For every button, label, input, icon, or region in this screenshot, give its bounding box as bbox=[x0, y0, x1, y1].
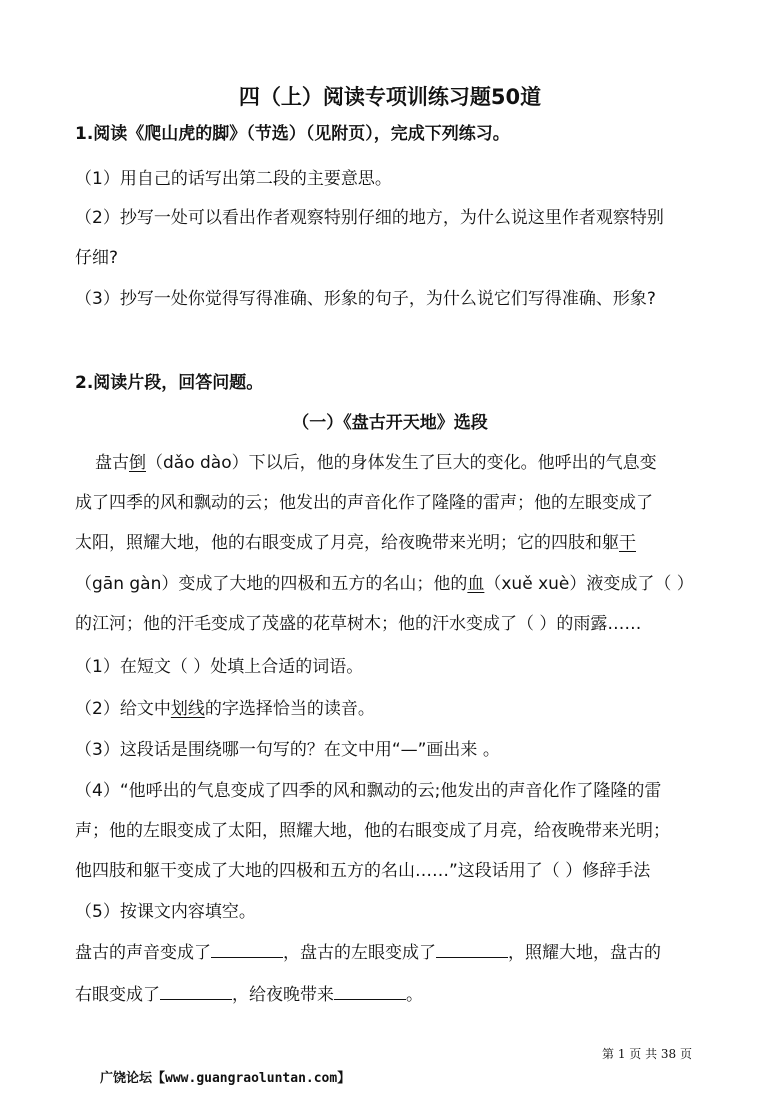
blank-1[interactable] bbox=[211, 943, 283, 958]
question-2-sub-1: （1）在短文（ ）处填上合适的词语。 bbox=[75, 657, 364, 677]
question-1-sub-1: （1）用自己的话写出第二段的主要意思。 bbox=[75, 169, 392, 189]
document-title: 四（上）阅读专项训练习题50道 bbox=[238, 85, 542, 109]
fill-blank-line-2: 右眼变成了 ，给夜晚带来 。 bbox=[75, 985, 423, 1005]
underlined-word: 划线 bbox=[170, 699, 205, 719]
question-2-sub-2: （2）给文中划线的字选择恰当的读音。 bbox=[75, 699, 375, 719]
question-2-sub-5: （5）按课文内容填空。 bbox=[75, 902, 256, 922]
passage-line-4: （gān gàn）变成了大地的四极和五方的名山；他的血（xuě xuè）液变成了（ ） bbox=[75, 574, 694, 594]
blank-2[interactable] bbox=[436, 943, 508, 958]
passage-line-5: 的江河；他的汗毛变成了茂盛的花草树木；他的汗水变成了（ ）的雨露…… bbox=[75, 614, 642, 634]
question-2-sub-4-line-2: 声；他的左眼变成了太阳，照耀大地，他的右眼变成了月亮，给夜晚带来光明； bbox=[75, 821, 670, 841]
blank-3[interactable] bbox=[160, 985, 232, 1000]
question-1-sub-3: （3）抄写一处你觉得写得准确、形象的句子，为什么说它们写得准确、形象? bbox=[75, 289, 656, 309]
passage-line-2: 成了四季的风和飘动的云；他发出的声音化作了隆隆的雷声；他的左眼变成了 bbox=[75, 493, 653, 513]
underlined-char-gan: 干 bbox=[619, 533, 636, 553]
question-2-sub-4-line-3: 他四肢和躯干变成了大地的四极和五方的名山……”这段话用了（ ）修辞手法 bbox=[75, 861, 651, 881]
site-footer: 广饶论坛【www.guangraoluntan.com】 bbox=[100, 1071, 351, 1086]
page-number: 第 1 页 共 38 页 bbox=[602, 1047, 692, 1061]
underlined-char-xue: 血 bbox=[467, 574, 485, 594]
passage-line-3: 太阳，照耀大地，他的右眼变成了月亮，给夜晚带来光明；它的四肢和躯干 bbox=[75, 533, 636, 553]
section-title: （一）《盘古开天地》选段 bbox=[292, 413, 488, 433]
question-1-sub-2-line-1: （2）抄写一处可以看出作者观察特别仔细的地方，为什么说这里作者观察特别 bbox=[75, 208, 664, 228]
underlined-char-dao: 倒 bbox=[129, 453, 146, 473]
site-url[interactable]: www.guangraoluntan.com bbox=[165, 1071, 338, 1086]
question-2-sub-3: （3）这段话是围绕哪一句写的？在文中用“—”画出来 。 bbox=[75, 740, 500, 760]
question-1-sub-2-line-2: 仔细? bbox=[75, 248, 119, 268]
question-2-heading: 2.阅读片段，回答问题。 bbox=[75, 373, 264, 393]
question-1-heading: 1.阅读《爬山虎的脚》（节选）（见附页），完成下列练习。 bbox=[75, 124, 510, 144]
question-2-sub-4-line-1: （4）“他呼出的气息变成了四季的风和飘动的云;他发出的声音化作了隆隆的雷 bbox=[75, 781, 662, 801]
blank-4[interactable] bbox=[334, 985, 406, 1000]
fill-blank-line-1: 盘古的声音变成了 ，盘古的左眼变成了 ，照耀大地，盘古的 bbox=[75, 943, 661, 963]
passage-line-1: 盘古倒（dǎo dào）下以后，他的身体发生了巨大的变化。他呼出的气息变 bbox=[95, 453, 657, 473]
